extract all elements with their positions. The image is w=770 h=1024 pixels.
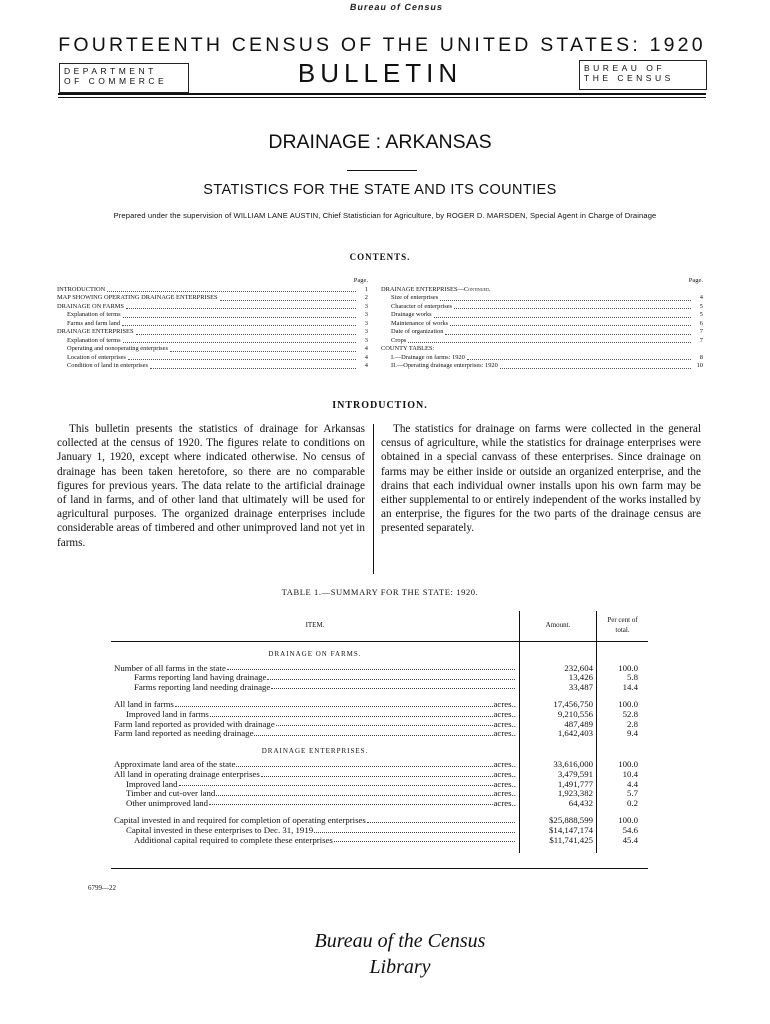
- item-label: Farms reporting land having drainage: [134, 672, 267, 683]
- item-with-leader: [114, 799, 516, 809]
- contents-entry: [57, 294, 368, 303]
- page-title: DRAINAGE : ARKANSAS: [268, 131, 492, 153]
- table-caption: TABLE 1.—SUMMARY FOR THE STATE: 1920.: [281, 587, 479, 597]
- table-cell-amount: 9,210,556: [520, 710, 597, 720]
- department-line-2: OF COMMERCE: [64, 76, 168, 86]
- contents-entry: [381, 303, 703, 312]
- header-amount: Amount.: [520, 611, 597, 642]
- table-cell-amount: $14,147,174: [520, 826, 597, 836]
- table-cell-empty: [520, 739, 597, 761]
- contents-leader: [467, 354, 691, 361]
- header-item: ITEM.: [111, 611, 520, 642]
- table-cell-item: [111, 799, 520, 809]
- item-label: Farm land reported as provided with drainage: [114, 718, 275, 729]
- contents-leader: [123, 337, 356, 344]
- contents-entry: [381, 345, 703, 354]
- item-unit: acres..: [493, 718, 516, 729]
- table-cell-amount: 33,616,000: [520, 760, 597, 770]
- item-leader: [267, 673, 515, 680]
- item-leader: [209, 799, 492, 806]
- contents-entry: [381, 320, 703, 329]
- contents-entry-label: Explanation of terms: [67, 311, 121, 318]
- contents-leader: [128, 354, 356, 361]
- table-cell-amount: 1,923,382: [520, 789, 597, 799]
- introduction-paragraph-left: This bulletin presents the statistics of drainage for Arkansas collected at the census of 1920. The figures relate to conditions on January 1, 1920, except where indicated otherwise. No census of drainage has been taken heretofore, so there are no comparable figures for previous years. The data relate to the artificial drainage of land in farms, and of other land that ultimately will be used for agricultural purposes. The organized drainage enterprises include considerable areas of timbered and other unimproved land not yet in farms.: [57, 423, 365, 549]
- contents-entry-page: 4: [364, 353, 368, 361]
- item-label: Other unimproved land: [126, 797, 209, 808]
- table-cell-amount: 17,456,750: [520, 700, 597, 710]
- table-cell-empty: [111, 845, 520, 853]
- contents-left-column: [57, 277, 368, 371]
- library-stamp-line-2: Library: [369, 956, 431, 978]
- item-label: Improved land in farms: [126, 708, 209, 719]
- bureau-box: [579, 60, 707, 90]
- contents-entry: [381, 286, 703, 295]
- contents-leader: [440, 294, 691, 301]
- contents-entry-page: 7: [699, 328, 703, 335]
- contents-entry-page: [693, 345, 703, 354]
- contents-entry-page: 8: [699, 353, 703, 361]
- table-cell-percent: 54.6: [622, 824, 638, 835]
- prepared-by-line: Prepared under the supervision of WILLIAM LANE AUSTIN, Chief Statistician for Agriculture, by ROGER D. MARSDEN, Special Agent in Charge of Drainage: [113, 211, 657, 220]
- table-cell-percent: 100.0: [618, 662, 638, 673]
- contents-entry-page: 4: [364, 345, 368, 352]
- contents-entry: [57, 362, 368, 371]
- item-with-leader: [114, 683, 516, 693]
- contents-entry-label: Character of enterprises: [391, 302, 453, 310]
- item-leader: [367, 816, 515, 823]
- contents-entry-page: 3: [364, 336, 368, 344]
- contents-entry-page: 1: [364, 285, 368, 293]
- item-leader: [271, 683, 515, 690]
- contents-leader: [436, 345, 691, 352]
- bureau-line-2: THE CENSUS: [584, 73, 674, 83]
- contents-entry-label: Size of enterprises: [391, 294, 439, 301]
- table-cell-percent: 100.0: [618, 815, 638, 826]
- contents-entry-label: II.—Operating drainage enterprises: 1920: [391, 362, 498, 369]
- table-row: [111, 729, 648, 739]
- contents-leader: [434, 311, 691, 318]
- item-label: All land in operating drainage enterprises: [114, 768, 260, 779]
- table-cell-amount: $25,888,599: [520, 816, 597, 826]
- item-leader: [254, 729, 492, 736]
- contents-entry: [57, 320, 368, 329]
- contents-entry-label: INTRODUCTION: [57, 285, 106, 293]
- footer-code: 6799—22: [88, 884, 116, 892]
- item-unit: acres..: [493, 728, 516, 739]
- page-label: Page.: [353, 277, 368, 284]
- table-cell-empty: [520, 642, 597, 664]
- contents-entry-page: 5: [699, 302, 703, 310]
- contents-entry-page: [693, 286, 703, 295]
- item-label: Improved land: [126, 778, 178, 789]
- table-cell-empty: [520, 845, 597, 853]
- contents-entry-label: DRAINAGE ON FARMS: [57, 302, 124, 310]
- contents-entry: [57, 286, 368, 295]
- header-percent: Per cent of total.: [597, 611, 649, 642]
- table-cell-percent: 10.4: [622, 768, 638, 779]
- table-cell-item: [111, 836, 520, 846]
- item-label: Timber and cut-over land: [126, 788, 216, 799]
- contents-leader: [445, 328, 691, 335]
- item-label: Additional capital required to complete these enterprises: [134, 834, 333, 845]
- table-cell-percent: 100.0: [618, 699, 638, 710]
- contents-entry: [57, 328, 368, 337]
- table-cell-amount: 13,426: [520, 673, 597, 683]
- contents-entry-label: Maintenance of works: [391, 319, 449, 327]
- contents-leader: [170, 345, 356, 352]
- item-leader: [334, 836, 515, 843]
- contents-entry-label: Explanation of terms: [67, 336, 121, 344]
- table-cell-empty: [597, 642, 649, 664]
- contents-entry-page: 7: [699, 336, 703, 344]
- item-with-leader: [114, 836, 516, 846]
- library-stamp-line-1: Bureau of the Census: [314, 930, 486, 952]
- table-row: [111, 799, 648, 809]
- contents-leader: [136, 328, 356, 335]
- contents-leader: [454, 303, 691, 310]
- table-cell-amount: 33,487: [520, 683, 597, 693]
- table-section-row: [111, 739, 648, 761]
- contents-entry-page: 6: [699, 319, 703, 327]
- contents-entry: [381, 362, 703, 371]
- contents-entry-label: Operating and nonoperating enterprises: [67, 345, 168, 352]
- department-line-1: DEPARTMENT: [64, 66, 157, 76]
- contents-entry-page: 3: [364, 328, 368, 335]
- table-cell-empty: [597, 739, 649, 761]
- contents-entry: [381, 337, 703, 346]
- table-cell-percent: 2.8: [627, 718, 638, 729]
- table-cell-empty: [597, 845, 649, 853]
- table-cell-amount: 232,604: [520, 664, 597, 674]
- table-cell-percent: 52.8: [622, 708, 638, 719]
- contents-entry: [381, 354, 703, 363]
- table-cell-percent: 0.2: [627, 797, 638, 808]
- table-cell-percent: 14.4: [622, 681, 638, 692]
- table-row: [111, 836, 648, 846]
- table-cell-item: [111, 683, 520, 693]
- item-unit: acres..: [493, 788, 516, 799]
- contents-entry: [57, 311, 368, 320]
- table-section-title: DRAINAGE ENTERPRISES.: [111, 739, 520, 761]
- contents-leader: [122, 320, 356, 327]
- summary-table: [111, 611, 648, 853]
- contents-entry-page: 2: [364, 294, 368, 301]
- table-cell-amount: 487,489: [520, 720, 597, 730]
- table-section-title: DRAINAGE ON FARMS.: [111, 642, 520, 664]
- table-bottom-rule: [111, 868, 648, 869]
- contents-entry-label: Condition of land in enterprises: [67, 362, 148, 369]
- item-leader: [175, 700, 493, 707]
- contents-entry: [381, 328, 703, 337]
- item-unit: acres..: [493, 778, 516, 789]
- contents-entry-label: Location of enterprises: [67, 353, 126, 361]
- table-section-row: [111, 642, 648, 664]
- item-with-leader: [114, 729, 516, 739]
- table-cell-percent: 5.8: [627, 672, 638, 683]
- contents-entry-page: 3: [364, 319, 368, 327]
- contents-leader: [450, 320, 691, 327]
- contents-entry: [57, 354, 368, 363]
- contents-leader: [126, 303, 356, 310]
- table-row: [111, 683, 648, 693]
- item-label: Farm land reported as needing drainage: [114, 728, 254, 739]
- table-cell-amount: 1,642,403: [520, 729, 597, 739]
- column-divider: [373, 424, 374, 574]
- table-cell-item: [111, 729, 520, 739]
- item-unit: acres..: [493, 699, 516, 710]
- contents-entry-label: COUNTY TABLES:: [381, 345, 435, 352]
- item-unit: acres..: [493, 759, 516, 770]
- header-rule-thin: [58, 97, 706, 98]
- item-leader: [236, 760, 492, 767]
- item-leader: [276, 720, 493, 727]
- table-cell-percent: 100.0: [618, 759, 638, 770]
- item-leader: [261, 770, 493, 777]
- contents-entry-label: Drainage works: [391, 311, 432, 318]
- bureau-line-1: BUREAU OF: [584, 63, 666, 73]
- contents-entry-page: 10: [696, 362, 703, 369]
- item-leader: [227, 664, 515, 671]
- contents-leader: [220, 294, 356, 301]
- item-label: Number of all farms in the state: [114, 662, 226, 673]
- contents-entry: [381, 294, 703, 303]
- table-cell-percent: 5.7: [627, 788, 638, 799]
- table-cell-amount: 1,491,777: [520, 780, 597, 790]
- table-cell-percent: 45.4: [622, 834, 638, 845]
- introduction-heading: INTRODUCTION.: [332, 400, 428, 411]
- item-unit: acres..: [493, 797, 516, 808]
- table-cell-amount: 64,432: [520, 799, 597, 809]
- item-label: Approximate land area of the state: [114, 759, 236, 770]
- contents-entry: [381, 311, 703, 320]
- contents-leader: [408, 337, 691, 344]
- contents-entry-label: MAP SHOWING OPERATING DRAINAGE ENTERPRISES: [57, 294, 218, 301]
- introduction-paragraph-right: The statistics for drainage on farms were collected in the general census of agriculture, while the statistics for drainage enterprises were obtained in a special canvass of these enterprises. Since drainage on farms may be either inside or outside an organized enterprise, and the drains that each individual owner installs upon his own farm may be either supplemental to or entirely independent of the works installed by an enterprise, the figures for the two parts of the drainage census are presented separately.: [381, 423, 701, 535]
- item-label: Capital invested in these enterprises to Dec. 31, 1919: [126, 824, 314, 835]
- contents-entry-label: Date of organization: [391, 328, 444, 335]
- item-label: Farms reporting land needing drainage: [134, 681, 271, 692]
- table-cell-amount: 3,479,591: [520, 770, 597, 780]
- census-title: FOURTEENTH CENSUS OF THE UNITED STATES: 1920: [58, 34, 706, 56]
- contents-entry: [57, 337, 368, 346]
- contents-page-header-right: [381, 277, 703, 286]
- contents-leader: [500, 362, 691, 369]
- contents-leader: [492, 286, 691, 293]
- page-subtitle: STATISTICS FOR THE STATE AND ITS COUNTIES: [203, 182, 557, 198]
- header-rule-thick: [58, 93, 706, 95]
- department-box: [59, 63, 189, 93]
- contents-right-column: [381, 277, 703, 371]
- contents-entry-label: I.—Drainage on farms: 1920: [391, 353, 465, 361]
- item-label: Capital invested in and required for completion of operating enterprises: [114, 815, 366, 826]
- contents-entry-page: 4: [699, 294, 703, 301]
- contents-page-header: [57, 277, 368, 286]
- table-header-row: [111, 611, 648, 642]
- item-leader: [210, 710, 493, 717]
- contents-entry-page: 4: [364, 362, 368, 369]
- item-leader: [314, 826, 515, 833]
- contents-entry: [57, 345, 368, 354]
- page-label-right: Page.: [688, 277, 703, 284]
- item-leader: [179, 780, 493, 787]
- library-stamp: [270, 928, 530, 980]
- contents-leader: [107, 286, 356, 293]
- item-unit: acres..: [493, 768, 516, 779]
- item-leader: [216, 789, 492, 796]
- contents-entry-label: DRAINAGE ENTERPRISES: [57, 328, 134, 335]
- table-spacer-row: [111, 845, 648, 853]
- contents-entry: [57, 303, 368, 312]
- contents-entry-label: Crops: [391, 336, 407, 344]
- table-cell-amount: $11,741,425: [520, 836, 597, 846]
- table-cell-percent: 4.4: [627, 778, 638, 789]
- contents-leader: [123, 311, 356, 318]
- contents-entry-label: DRAINAGE ENTERPRISES—Continued.: [381, 285, 491, 293]
- contents-entry-page: 3: [364, 302, 368, 310]
- title-rule: [347, 170, 417, 171]
- item-label: All land in farms: [114, 699, 174, 710]
- contents-entry-label: Farms and farm land: [67, 319, 121, 327]
- table-cell-percent: 9.4: [627, 728, 638, 739]
- top-stamp: Bureau of Census: [349, 2, 444, 12]
- item-unit: acres..: [493, 708, 516, 719]
- contents-leader: [150, 362, 356, 369]
- bulletin-heading: BULLETIN: [297, 58, 463, 88]
- contents-entry-page: 5: [699, 311, 703, 318]
- contents-heading: CONTENTS.: [349, 252, 411, 262]
- contents-entry-page: 3: [364, 311, 368, 318]
